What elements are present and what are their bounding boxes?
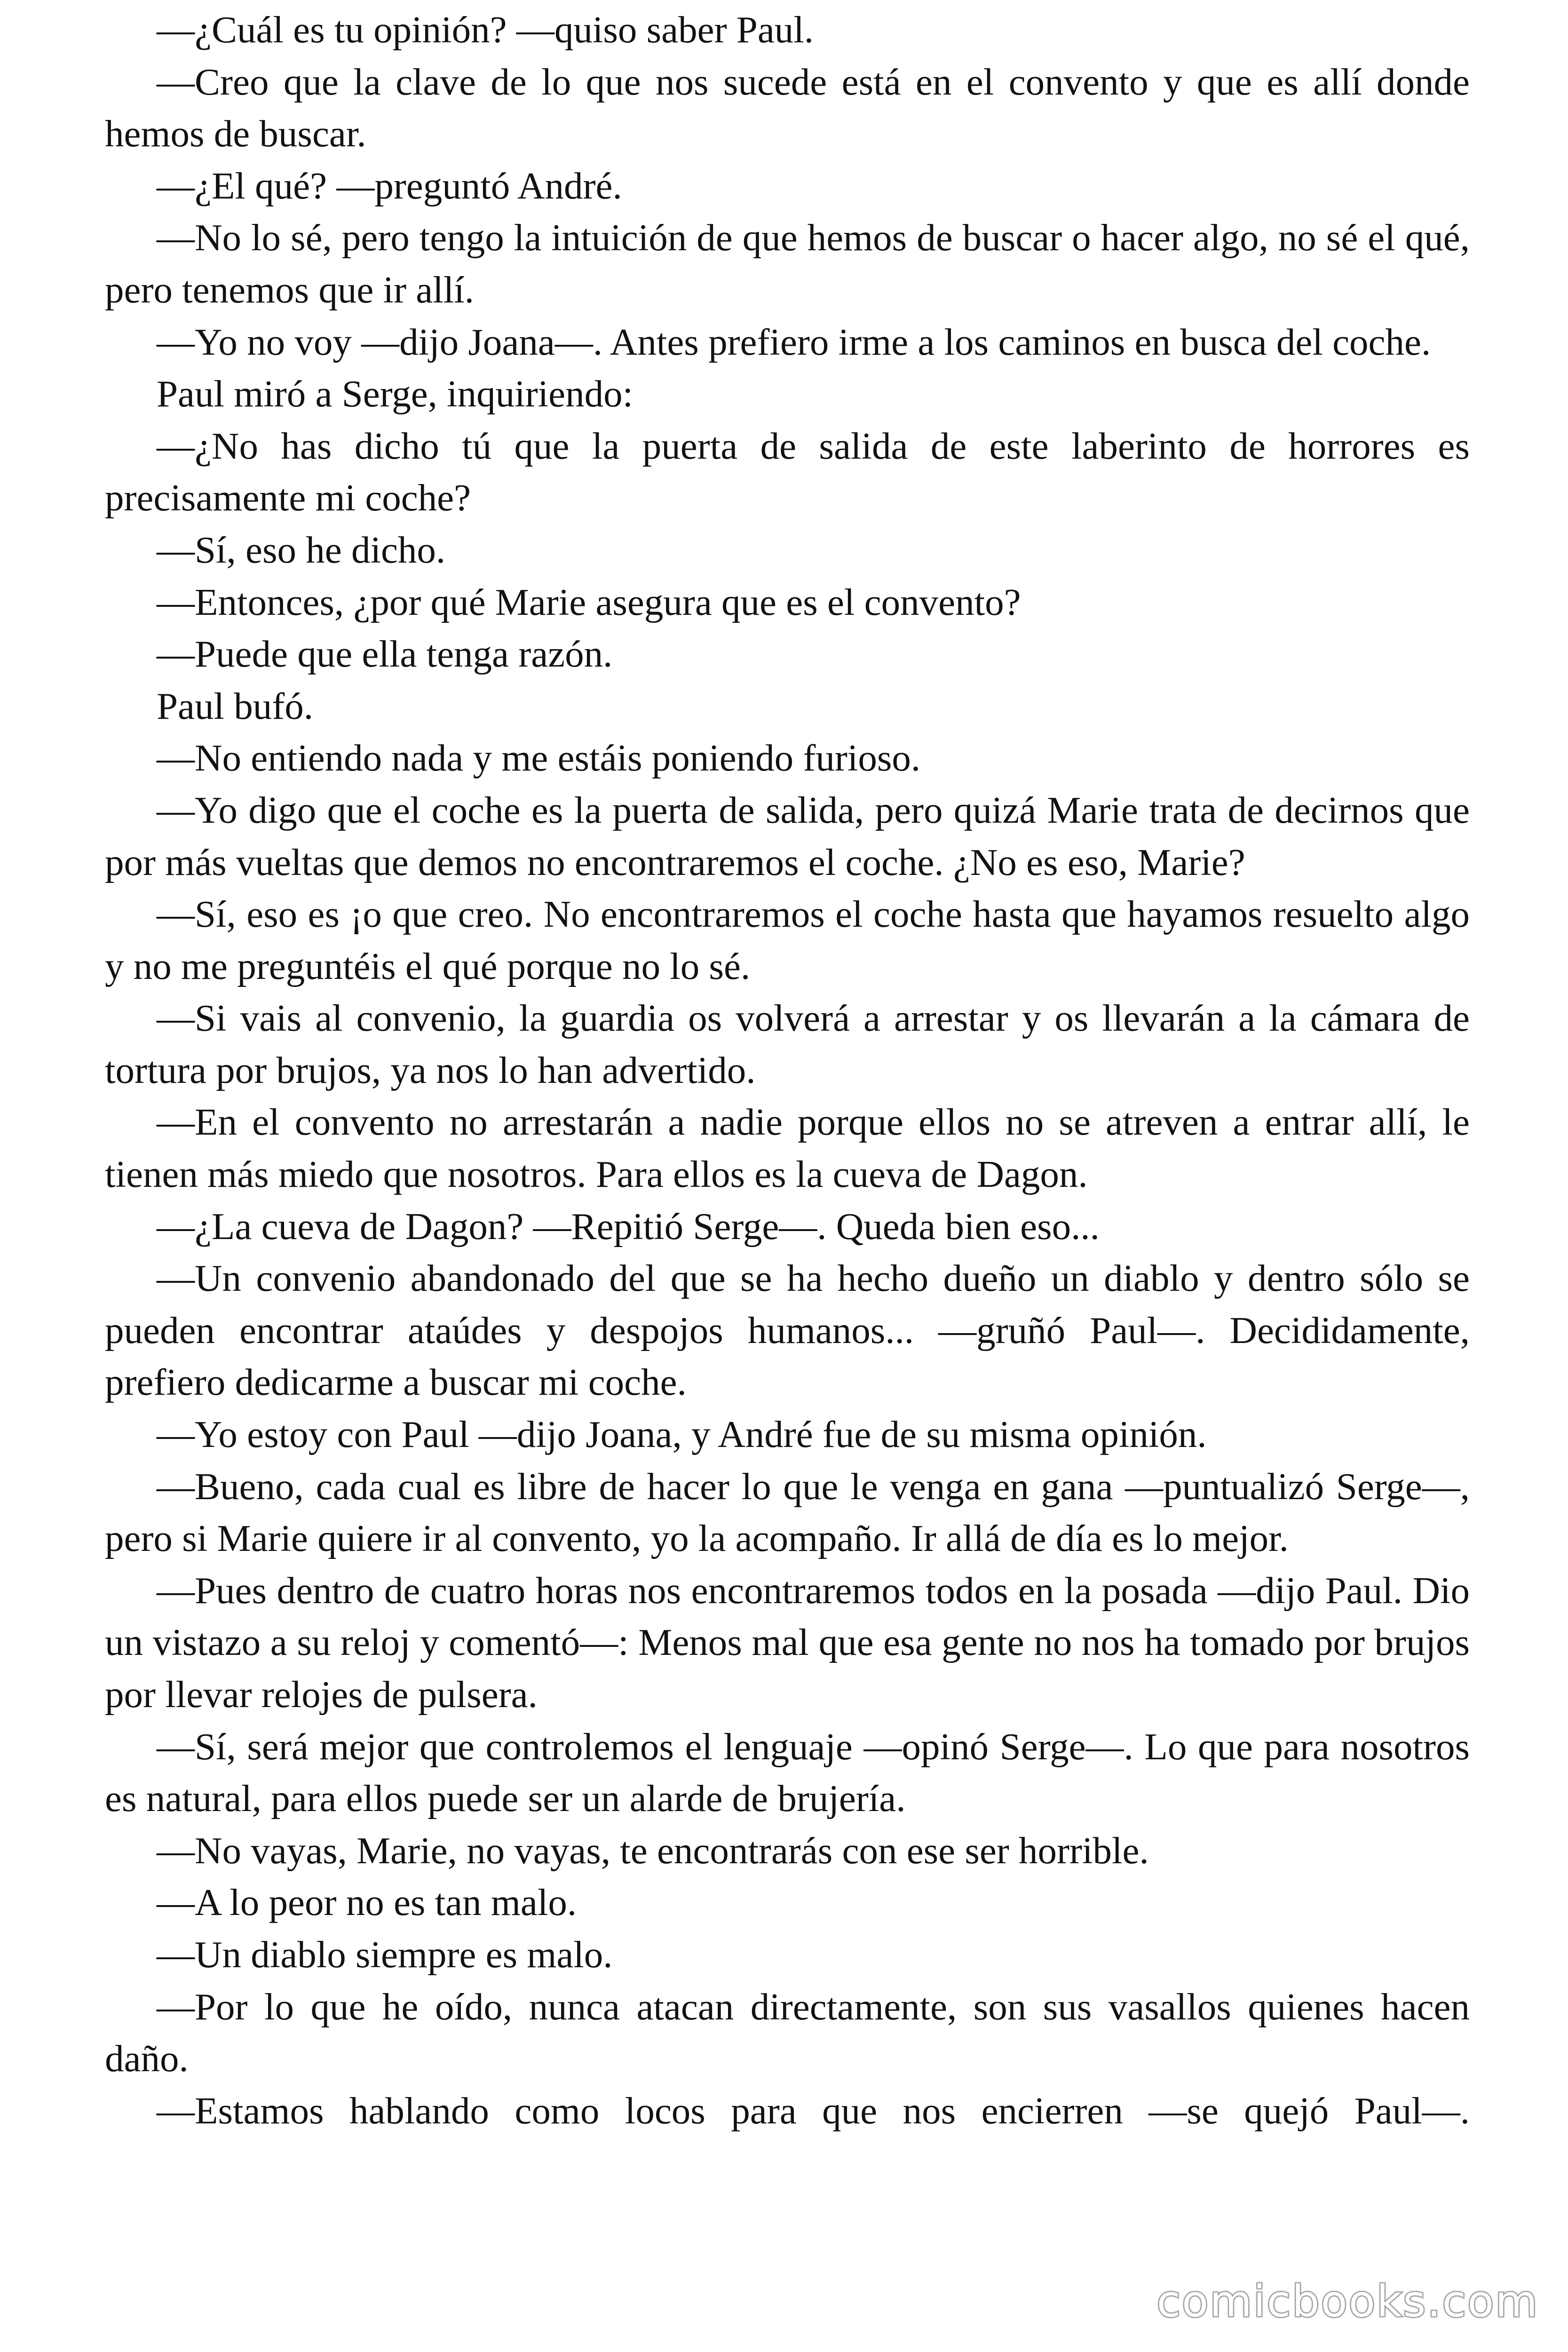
paragraph: —No lo sé, pero tengo la intuición de que hemos de buscar o hacer algo, no sé el qué, pero tenemos que ir allí. [105, 216, 1470, 311]
paragraph: —Puede que ella tenga razón. [157, 633, 613, 675]
paragraph: —A lo peor no es tan malo. [157, 1881, 577, 1924]
paragraph: —Entonces, ¿por qué Marie asegura que es el convento? [157, 580, 1021, 623]
paragraph: —En el convento no arrestarán a nadie porque ellos no se atreven a entrar allí, le tienen más miedo que nosotros. Para ellos es la cueva de Dagon. [105, 1101, 1470, 1196]
watermark: comicbooks.com [1156, 2276, 1539, 2327]
paragraph: —Yo no voy —dijo Joana—. Antes prefiero irme a los caminos en busca del coche. [157, 320, 1431, 363]
paragraph: —¿El qué? —preguntó André. [157, 164, 622, 207]
paragraph: —Si vais al convenio, la guardia os volverá a arrestar y os llevarán a la cámara de tortura por brujos, ya nos lo han advertido. [105, 997, 1470, 1091]
paragraph: —Sí, será mejor que controlemos el lenguaje —opinó Serge—. Lo que para nosotros es natural, para ellos puede ser un alarde de brujería. [105, 1725, 1470, 1820]
paragraph: —Creo que la clave de lo que nos sucede está en el convento y que es allí donde hemos de buscar. [105, 60, 1470, 155]
paragraph: —No entiendo nada y me estáis poniendo furioso. [157, 737, 921, 779]
paragraph: —¿La cueva de Dagon? —Repitió Serge—. Queda bien eso... [157, 1205, 1100, 1248]
paragraph: —Un diablo siempre es malo. [157, 1933, 613, 1976]
body-text [105, 4, 1470, 2137]
paragraph: —No vayas, Marie, no vayas, te encontrarás con ese ser horrible. [157, 1829, 1149, 1872]
paragraph: —¿Cuál es tu opinión? —quiso saber Paul. [157, 8, 814, 51]
paragraph: —¿No has dicho tú que la puerta de salida de este laberinto de horrores es precisamente mi coche? [105, 424, 1470, 519]
paragraph: —Yo digo que el coche es la puerta de salida, pero quizá Marie trata de decirnos que por más vueltas que demos no encontraremos el coche. ¿No es eso, Marie? [105, 788, 1470, 883]
paragraph: —Un convenio abandonado del que se ha hecho dueño un diablo y dentro sólo se pueden encontrar ataúdes y despojos humanos... —gruñó Paul—. Decididamente, prefiero dedicarme a buscar mi coche. [105, 1257, 1470, 1404]
paragraph: Paul bufó. [157, 684, 313, 727]
paragraph: —Estamos hablando como locos para que nos encierren —se quejó Paul—. [157, 2089, 1470, 2132]
paragraph: —Sí, eso es ¡o que creo. No encontraremos el coche hasta que hayamos resuelto algo y no me preguntéis el qué porque no lo sé. [105, 893, 1470, 987]
paragraph: —Por lo que he oído, nunca atacan directamente, son sus vasallos quienes hacen daño. [105, 1985, 1470, 2080]
paragraph: —Pues dentro de cuatro horas nos encontraremos todos en la posada —dijo Paul. Dio un vistazo a su reloj y comentó—: Menos mal que esa gente no nos ha tomado por brujos por llevar relojes de pulsera. [105, 1569, 1470, 1716]
paragraph: —Bueno, cada cual es libre de hacer lo que le venga en gana —puntualizó Serge—, pero si Marie quiere ir al convento, yo la acompaño. Ir allá de día es lo mejor. [105, 1465, 1470, 1560]
paragraph: —Sí, eso he dicho. [157, 528, 446, 571]
paragraph: Paul miró a Serge, inquiriendo: [157, 373, 634, 415]
paragraph: —Yo estoy con Paul —dijo Joana, y André fue de su misma opinión. [157, 1413, 1207, 1456]
